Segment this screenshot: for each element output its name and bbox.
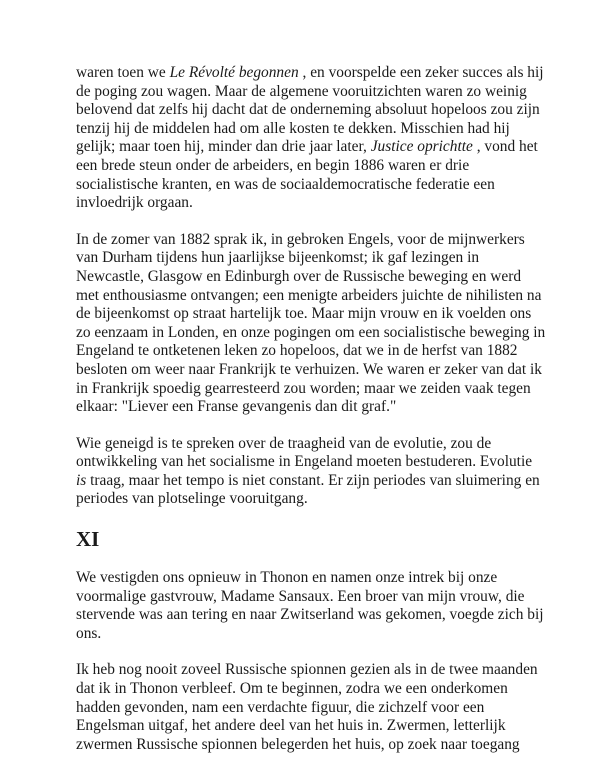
paragraph-1-text-b: , en voorspelde een zeker succes als hij de poging zou wagen. Maar de algemene vooruitzichten waren zo weinig belovend dat zelfs hij dacht dat de onderneming absoluut hopeloos zou zijn tenzij hij de middelen had om alle kosten te dekken. Misschien had hij gelijk; maar toen hij, minder dan drie jaar later, <box>76 64 544 156</box>
paragraph-1-text-c: , vond het een brede steun onder de arbeiders, en begin 1886 waren er drie socialistische kranten, en was de sociaaldemocratische federatie een invloedrijk orgaan. <box>76 138 538 212</box>
italic-title-justice: Justice oprichtte <box>370 138 473 156</box>
paragraph-3-text-a: Wie geneigd is te spreken over de traagheid van de evolutie, zou de ontwikkeling van het socialisme in Engeland moeten bestuderen. Evolutie <box>76 434 533 471</box>
paragraph-4: We vestigden ons opnieuw in Thonon en namen onze intrek bij onze voormalige gastvrouw, Madame Sansaux. Een broer van mijn vrouw, die stervende was aan tering en naar Zwitserland was gekomen, voegde zich bij ons. <box>76 569 544 642</box>
paragraph-2: In de zomer van 1882 sprak ik, in gebroken Engels, voor de mijnwerkers van Durham tijdens hun jaarlijkse bijeenkomst; ik gaf lezingen in Newcastle, Glasgow en Edinburgh over de Russische beweging en werd met enthousiasme ontvangen; een menigte arbeiders juichte de nihilisten na de bijeenkomst op straat hartelijk toe. Maar mijn vrouw en ik voelden ons zo eenzaam in Londen, en onze pogingen om een socialistische beweging in Engeland te ontketenen leken zo hopeloos, dat we in de herfst van 1882 besloten om weer naar Frankrijk te verhuizen. We waren er zeker van dat ik in Frankrijk spoedig gearresteerd zou worden; maar we zeiden vaak tegen elkaar: "Liever een Franse gevangenis dan dit graf." <box>76 230 546 416</box>
chapter-heading: XI <box>76 527 100 552</box>
italic-word-is: is <box>76 471 87 489</box>
paragraph-1-text-a: waren toen we <box>76 64 170 81</box>
paragraph-3 <box>76 435 546 509</box>
paragraph-1 <box>76 64 546 213</box>
document-page <box>76 64 546 772</box>
paragraph-5: Ik heb nog nooit zoveel Russische spionnen gezien als in de twee maanden dat ik in Thonon verbleef. Om te beginnen, zodra we een onderkomen hadden gevonden, nam een verdachte figuur, die zichzelf voor een Engelsman uitgaf, het andere deel van het huis in. Zwermen, letterlijk zwermen Russische spionnen belegerden het huis, op zoek naar toegang <box>76 661 538 753</box>
italic-title-le-revolte: Le Révolté begonnen <box>169 64 299 81</box>
paragraph-3-text-b: traag, maar het tempo is niet constant. Er zijn periodes van sluimering en periodes van plotselinge vooruitgang. <box>76 471 540 508</box>
